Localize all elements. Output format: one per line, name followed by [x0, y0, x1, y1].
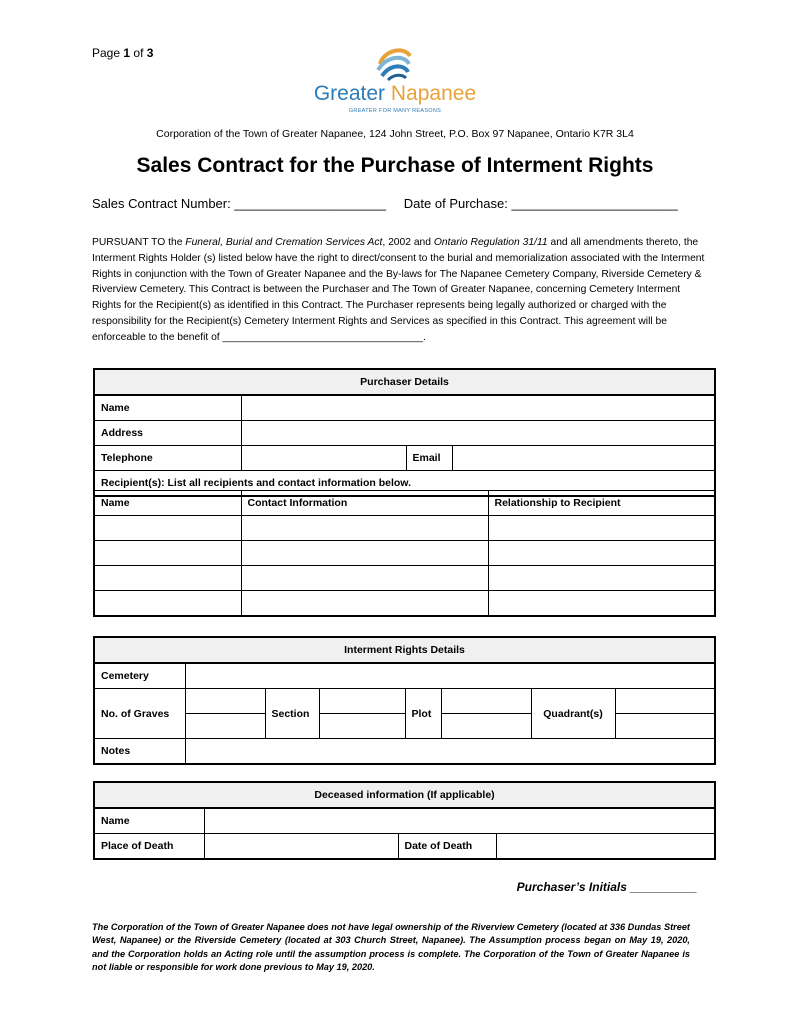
recipient-name-column-header: Name [94, 491, 241, 516]
graves-label: No. of Graves [94, 689, 185, 739]
date-of-death-field[interactable] [496, 834, 715, 860]
purchaser-details-table [93, 368, 716, 497]
plot-field-2[interactable] [441, 714, 531, 739]
recipient-relationship-cell[interactable] [488, 516, 715, 541]
interment-rights-header: Interment Rights Details [94, 637, 715, 663]
quadrant-field[interactable] [615, 689, 715, 714]
greater-napanee-logo [310, 44, 480, 120]
deceased-name-field[interactable] [204, 808, 715, 834]
recipient-contact-column-header: Contact Information [241, 491, 488, 516]
logo-tagline: GREATER FOR MANY REASONS [348, 108, 442, 114]
recipient-contact-cell[interactable] [241, 516, 488, 541]
purchaser-initials: Purchaser’s Initials __________ [516, 880, 697, 894]
pursuant-paragraph: PURSUANT TO the Funeral, Burial and Cremation Services Act, 2002 and Ontario Regulation 31/11 and all amendments thereto, the Interment Rights Holder (s) listed below have the right to direct/consent to the burial and memorialization associated with the Interment Rights in conjunction with the Town of Greater Napanee and the By-laws for The Napanee Cemetery Company, Riverside Cemetery & Riverview Cemetery. This Contract is between the Purchaser and The Town of Greater Napanee, concerning Cemetery Interment Rights for the Recipient(s) as identified in this Contract. The Purchaser represents being legally authorized or charged with the responsibility for the Recipient(s) Cemetery Interment Rights and Services as specified in this Contract. This agreement will be enforceable to the benefit of ___________________________________. [92, 237, 705, 343]
date-of-purchase-label: Date of Purchase: _______________________ [403, 196, 678, 211]
deceased-info-table [93, 781, 716, 860]
recipient-row [94, 516, 715, 541]
cemetery-field[interactable] [185, 663, 715, 689]
recipient-row [94, 541, 715, 566]
notes-field[interactable] [185, 739, 715, 765]
place-of-death-label: Place of Death [94, 834, 204, 860]
recipient-contact-cell[interactable] [241, 541, 488, 566]
quadrant-label: Quadrant(s) [531, 689, 615, 739]
purchaser-name-field[interactable] [241, 395, 715, 421]
deceased-name-label: Name [94, 808, 204, 834]
cemetery-label: Cemetery [94, 663, 185, 689]
date-of-death-label: Date of Death [398, 834, 496, 860]
recipient-relationship-column-header: Relationship to Recipient [488, 491, 715, 516]
place-of-death-field[interactable] [204, 834, 398, 860]
disclaimer-text: The Corporation of the Town of Greater Napanee does not have legal ownership of the Riverview Cemetery (located at 336 Dundas Street West, Napanee) or the Riverside Cemetery (located at 303 Church Street, Napanee). The Assumption process began on May 19, 2020, and the Corporation holds an Acting role until the assumption process is complete. The Corporation of the Town of Greater Napanee is not liable or responsible for work done previous to May 19, 2020. [92, 922, 690, 973]
purchaser-address-label: Address [94, 421, 241, 446]
quadrant-field-2[interactable] [615, 714, 715, 739]
page-title: Sales Contract for the Purchase of Interment Rights [136, 154, 654, 177]
plot-label: Plot [405, 689, 441, 739]
section-label: Section [265, 689, 319, 739]
recipients-note: Recipient(s): List all recipients and contact information below. [94, 471, 715, 497]
logo-swirl-icon [374, 44, 414, 82]
recipient-name-cell[interactable] [94, 541, 241, 566]
purchaser-email-field[interactable] [452, 446, 715, 471]
interment-rights-table [93, 636, 716, 765]
purchaser-telephone-label: Telephone [94, 446, 241, 471]
page-number: Page 1 of 3 [92, 46, 154, 60]
recipient-name-cell[interactable] [94, 566, 241, 591]
recipients-table [93, 490, 716, 617]
purchaser-address-field[interactable] [241, 421, 715, 446]
recipient-name-cell[interactable] [94, 516, 241, 541]
purchaser-details-header: Purchaser Details [94, 369, 715, 395]
purchaser-email-label: Email [406, 446, 452, 471]
graves-field-2[interactable] [185, 714, 265, 739]
recipient-contact-cell[interactable] [241, 566, 488, 591]
purchaser-telephone-field[interactable] [241, 446, 406, 471]
contract-number-label: Sales Contract Number: _____________________ [92, 196, 387, 211]
section-field[interactable] [319, 689, 405, 714]
corporation-address: Corporation of the Town of Greater Napanee, 124 John Street, P.O. Box 97 Napanee, Ontario K7R 3L4 [156, 128, 634, 140]
recipient-relationship-cell[interactable] [488, 591, 715, 617]
notes-label: Notes [94, 739, 185, 765]
logo-wordmark: Greater Napanee [313, 82, 477, 105]
recipient-relationship-cell[interactable] [488, 541, 715, 566]
plot-field[interactable] [441, 689, 531, 714]
deceased-info-header: Deceased information (If applicable) [94, 782, 715, 808]
recipient-row [94, 591, 715, 617]
graves-field[interactable] [185, 689, 265, 714]
recipient-name-cell[interactable] [94, 591, 241, 617]
contract-number-line [92, 196, 712, 211]
recipient-contact-cell[interactable] [241, 591, 488, 617]
recipient-row [94, 566, 715, 591]
purchaser-name-label: Name [94, 395, 241, 421]
section-field-2[interactable] [319, 714, 405, 739]
recipient-relationship-cell[interactable] [488, 566, 715, 591]
